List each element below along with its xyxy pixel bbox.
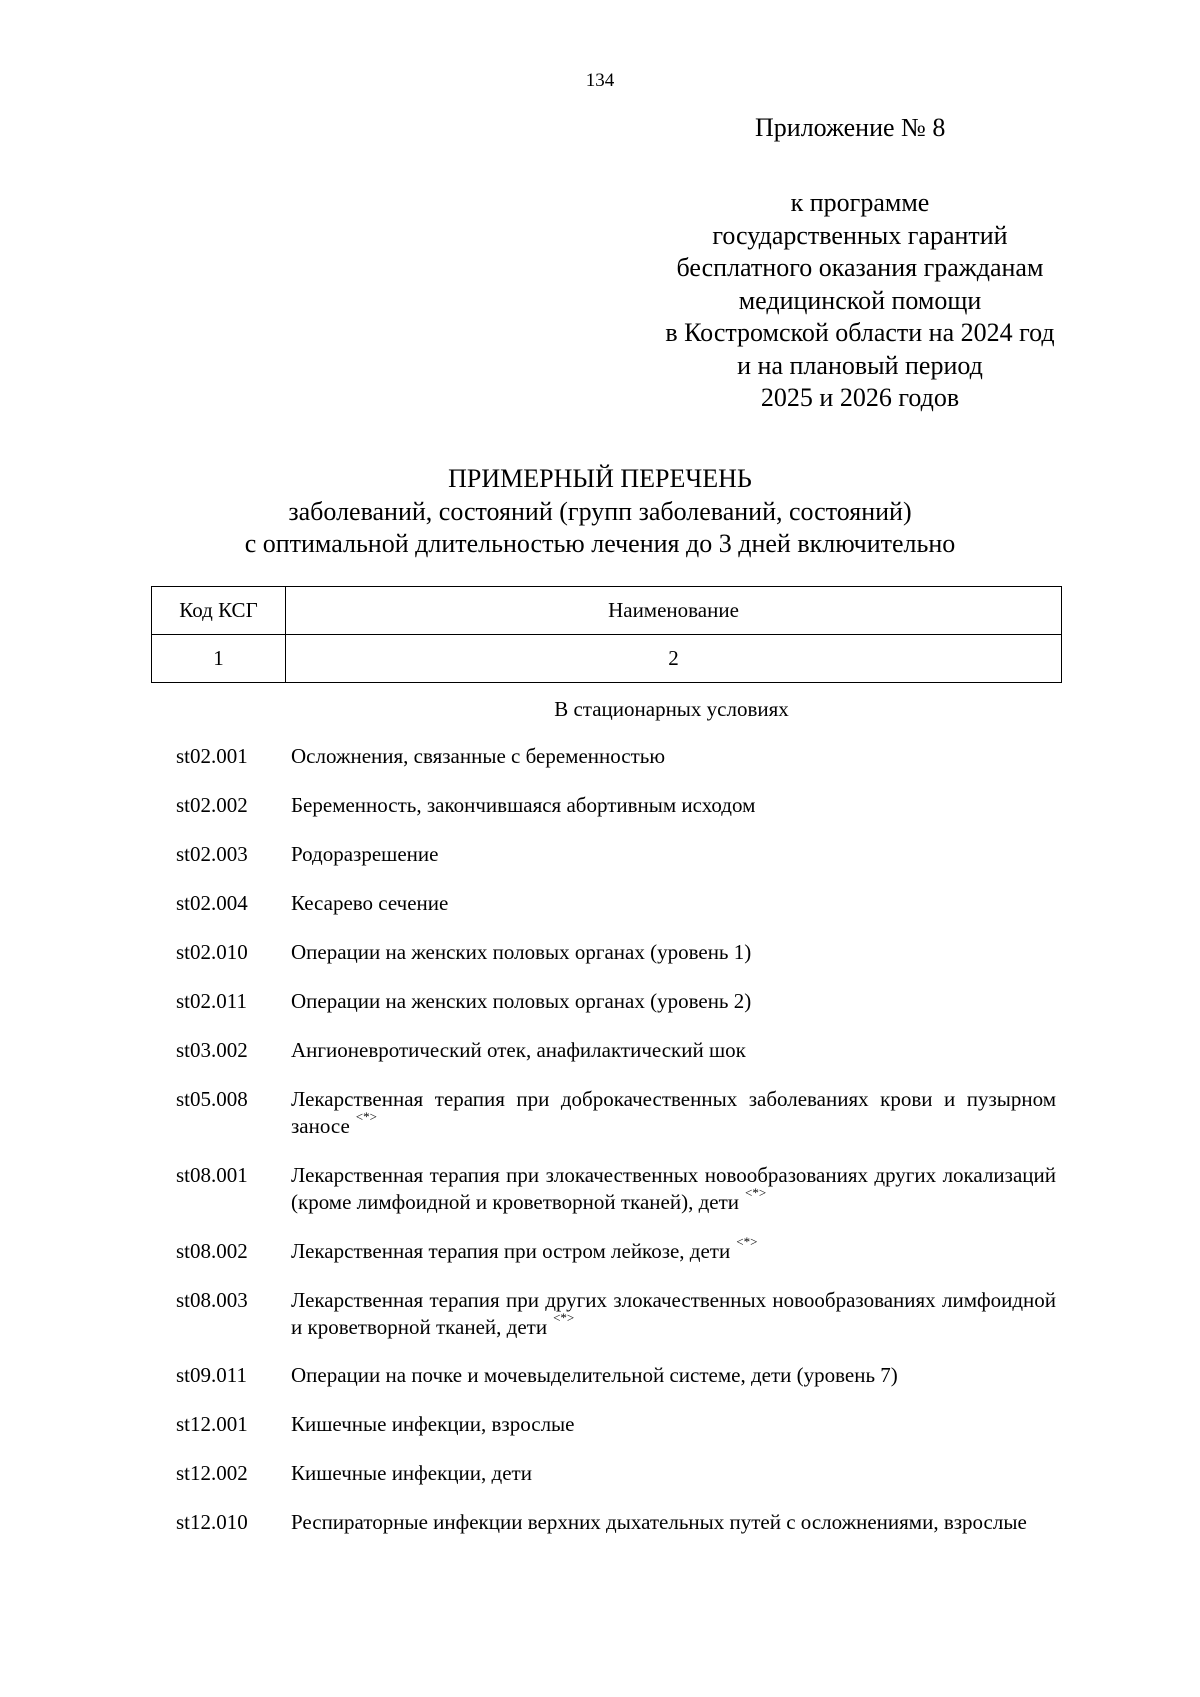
ksg-name: Лекарственная терапия при остром лейкозе, дети <*>	[291, 1234, 758, 1263]
column-header-name: Наименование	[286, 587, 1062, 635]
ksg-code: st05.008	[176, 1087, 248, 1111]
appendix-subtitle	[615, 187, 1105, 415]
appendix-subtitle-line: бесплатного оказания гражданам	[676, 253, 1044, 282]
list-header-table	[151, 586, 1062, 683]
appendix-title: Приложение № 8	[755, 113, 946, 142]
ksg-code: st08.001	[176, 1163, 248, 1187]
appendix-subtitle-line: в Костромской области на 2024 год	[665, 318, 1055, 347]
ksg-code: st08.003	[176, 1288, 248, 1312]
ksg-code: st02.010	[176, 940, 248, 964]
ksg-code: st02.002	[176, 793, 248, 817]
ksg-name: Респираторные инфекции верхних дыхательных путей с осложнениями, взрослые	[291, 1510, 1027, 1534]
column-number-2: 2	[286, 635, 1062, 683]
ksg-code: st09.011	[176, 1363, 247, 1387]
appendix-subtitle-line: к программе	[790, 188, 930, 217]
ksg-code: st12.002	[176, 1461, 248, 1485]
footnote-mark: <*>	[553, 1310, 575, 1325]
ksg-code: st03.002	[176, 1038, 248, 1062]
ksg-code: st12.001	[176, 1412, 248, 1436]
ksg-name: Лекарственная терапия при доброкачественных заболеваниях крови и пузырном заносе <*>	[291, 1087, 1056, 1138]
ksg-code: st02.011	[176, 989, 247, 1013]
ksg-name: Кесарево сечение	[291, 891, 449, 915]
appendix-subtitle-line: медицинской помощи	[738, 285, 982, 315]
ksg-name: Лекарственная терапия при других злокачественных новообразованиях лимфоидной и кроветворной тканей, дети <*>	[291, 1288, 1056, 1339]
column-header-code: Код КСГ	[152, 587, 286, 635]
ksg-code: st12.010	[176, 1510, 248, 1534]
ksg-name: Кишечные инфекции, дети	[291, 1461, 532, 1485]
ksg-code: st02.003	[176, 842, 248, 866]
ksg-code: st02.001	[176, 744, 248, 768]
heading-line: заболеваний, состояний (групп заболеваний, состояний)	[288, 496, 912, 526]
ksg-code: st02.004	[176, 891, 248, 915]
heading-title: ПРИМЕРНЫЙ ПЕРЕЧЕНЬ	[448, 464, 752, 493]
table-header-row	[152, 587, 1062, 635]
footnote-mark: <*>	[745, 1185, 767, 1200]
ksg-name: Кишечные инфекции, взрослые	[291, 1412, 575, 1436]
appendix-subtitle-line: и на плановый период	[737, 350, 983, 380]
ksg-name: Беременность, закончившаяся абортивным исходом	[291, 793, 756, 817]
ksg-code: st08.002	[176, 1239, 248, 1263]
ksg-name: Родоразрешение	[291, 842, 439, 866]
page-number: 134	[585, 70, 615, 91]
ksg-name: Операции на почке и мочевыделительной системе, дети (уровень 7)	[291, 1363, 898, 1387]
section-title: В стационарных условиях	[554, 697, 789, 721]
appendix-subtitle-line: государственных гарантий	[712, 220, 1008, 250]
ksg-name: Операции на женских половых органах (уровень 2)	[291, 989, 752, 1013]
heading-line: с оптимальной длительностью лечения до 3 дней включительно	[244, 529, 956, 558]
document-heading	[0, 463, 1200, 561]
ksg-name: Ангионевротический отек, анафилактический шок	[291, 1038, 746, 1062]
column-number-1: 1	[152, 635, 286, 683]
table-number-row	[152, 635, 1062, 683]
ksg-name: Осложнения, связанные с беременностью	[291, 744, 666, 768]
ksg-name: Лекарственная терапия при злокачественных новообразованиях других локализаций (кроме лимфоидной и кроветворной тканей), дети <*>	[291, 1163, 1056, 1214]
ksg-name: Операции на женских половых органах (уровень 1)	[291, 940, 752, 964]
footnote-mark: <*>	[736, 1234, 758, 1249]
appendix-subtitle-line: 2025 и 2026 годов	[760, 383, 960, 412]
footnote-mark: <*>	[355, 1109, 377, 1124]
